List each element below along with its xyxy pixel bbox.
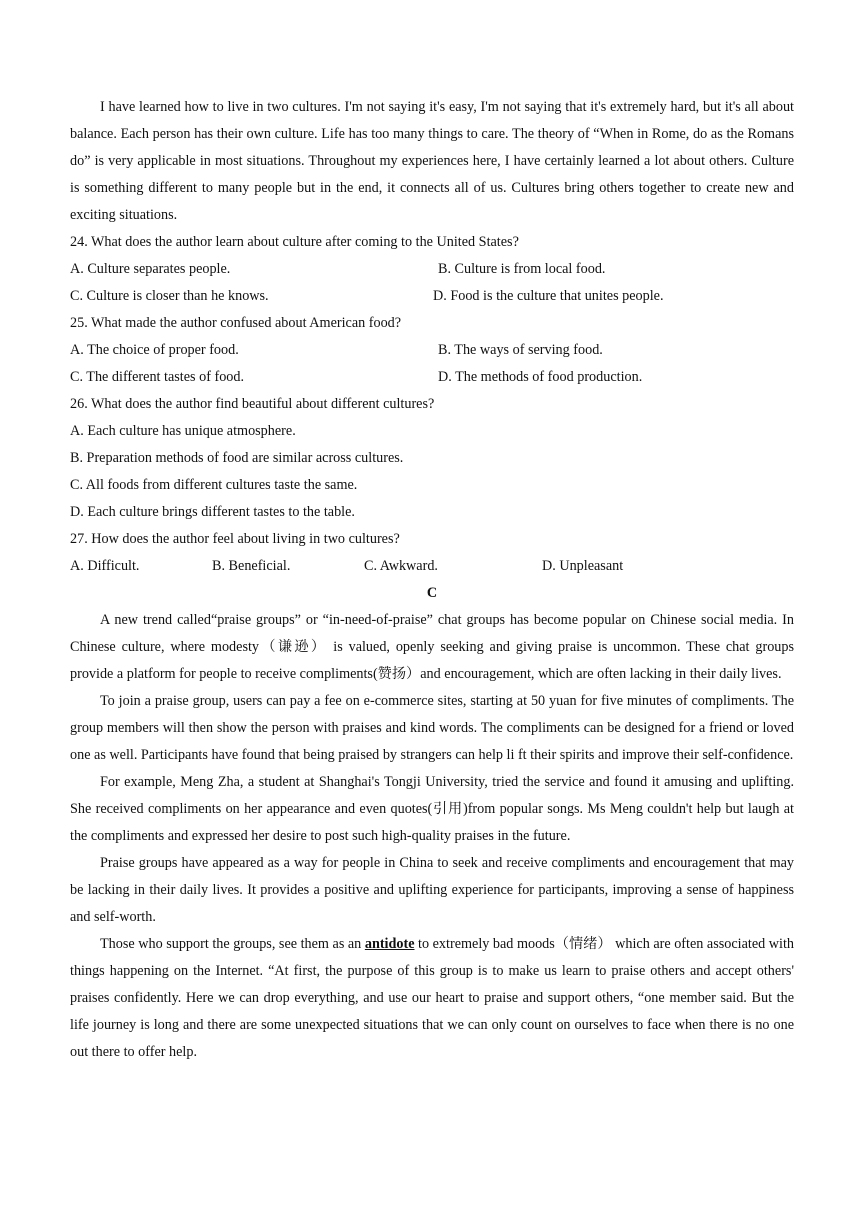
option-b: B. Culture is from local food. <box>438 261 606 277</box>
option-row <box>70 256 794 283</box>
section-c-paragraph-4: Praise groups have appeared as a way for people in China to seek and receive compliments and encouragement that may be lacking in their daily lives. It provides a positive and uplifting experience for participants, improving a sense of happiness and self-worth. <box>70 855 794 925</box>
question-stem: 26. What does the author find beautiful about different cultures? <box>70 396 435 412</box>
question-25 <box>70 310 794 391</box>
option-b: B. The ways of serving food. <box>438 342 603 358</box>
passage-b-closing-paragraph: I have learned how to live in two cultures. I'm not saying it's easy, I'm not saying that it's extremely hard, but it's all about balance. Each person has their own culture. Life has too many things to care. The theory of “When in Rome, do as the Romans do” is very applicable in most situations. Throughout my experiences here, I have certainly learned a lot about others. Culture is something different to many people but in the end, it connects all of us. Cultures bring others together to create new and exciting situations. <box>70 99 794 223</box>
option-row <box>70 553 794 580</box>
option-a: A. Each culture has unique atmosphere. <box>70 423 296 439</box>
option-row <box>70 364 794 391</box>
paragraph-text-after: to extremely bad moods（情绪） which are often associated with things happening on the Internet. “At first, the purpose of this group is to make us learn to praise others and accept others' praises confidently. Here we can drop everything, and use our heart to praise and support others, “one member said. But the life journey is long and there are some unexpected situations that we can only count on ourselves to face when there is no one out there to offer help. <box>70 936 794 1060</box>
question-stem: 27. How does the author feel about living in two cultures? <box>70 531 400 547</box>
section-c-title: C <box>426 585 438 601</box>
question-24 <box>70 229 794 310</box>
option-d: D. Food is the culture that unites people. <box>433 288 664 304</box>
option-d: D. Unpleasant <box>542 558 624 574</box>
option-row <box>70 283 794 310</box>
question-stem: 24. What does the author learn about culture after coming to the United States? <box>70 234 519 250</box>
section-c-paragraph-5 <box>70 931 794 1066</box>
paragraph-text-before: Those who support the groups, see them as an <box>100 936 365 952</box>
option-a: A. Difficult. <box>70 558 140 574</box>
question-stem: 25. What made the author confused about American food? <box>70 315 402 331</box>
document-page <box>70 94 794 1066</box>
question-27 <box>70 526 794 580</box>
section-c-paragraph-3: For example, Meng Zha, a student at Shanghai's Tongji University, tried the service and found it amusing and uplifting. She received compliments on her appearance and even quotes(引用)from popular songs. Ms Meng couldn't help but laugh at the compliments and expressed her desire to post such high-quality praises in the future. <box>70 774 794 844</box>
option-a: A. The choice of proper food. <box>70 342 239 358</box>
keyword-antidote: antidote <box>364 936 415 952</box>
option-row <box>70 337 794 364</box>
option-a: A. Culture separates people. <box>70 261 231 277</box>
option-d: D. The methods of food production. <box>438 369 643 385</box>
option-c: C. All foods from different cultures taste the same. <box>70 477 358 493</box>
option-b: B. Beneficial. <box>212 558 291 574</box>
option-c: C. Culture is closer than he knows. <box>70 288 269 304</box>
question-26 <box>70 391 794 526</box>
section-c-paragraph-2: To join a praise group, users can pay a fee on e-commerce sites, starting at 50 yuan for five minutes of compliments. The group members will then show the person with praises and kind words. The compliments can be designed for a friend or loved one as well. Participants have found that being praised by strangers can help li ft their spirits and improve their self-confidence. <box>70 693 794 763</box>
option-b: B. Preparation methods of food are similar across cultures. <box>70 450 404 466</box>
option-d: D. Each culture brings different tastes to the table. <box>70 504 355 520</box>
option-c: C. Awkward. <box>364 558 438 574</box>
section-c-paragraph-1: A new trend called“praise groups” or “in-need-of-praise” chat groups has become popular on Chinese social media. In Chinese culture, where modesty（谦逊） is valued, openly seeking and giving praise is uncommon. These chat groups provide a platform for people to receive compliments(赞扬）and encouragement, which are often lacking in their daily lives. <box>70 612 794 682</box>
option-c: C. The different tastes of food. <box>70 369 245 385</box>
